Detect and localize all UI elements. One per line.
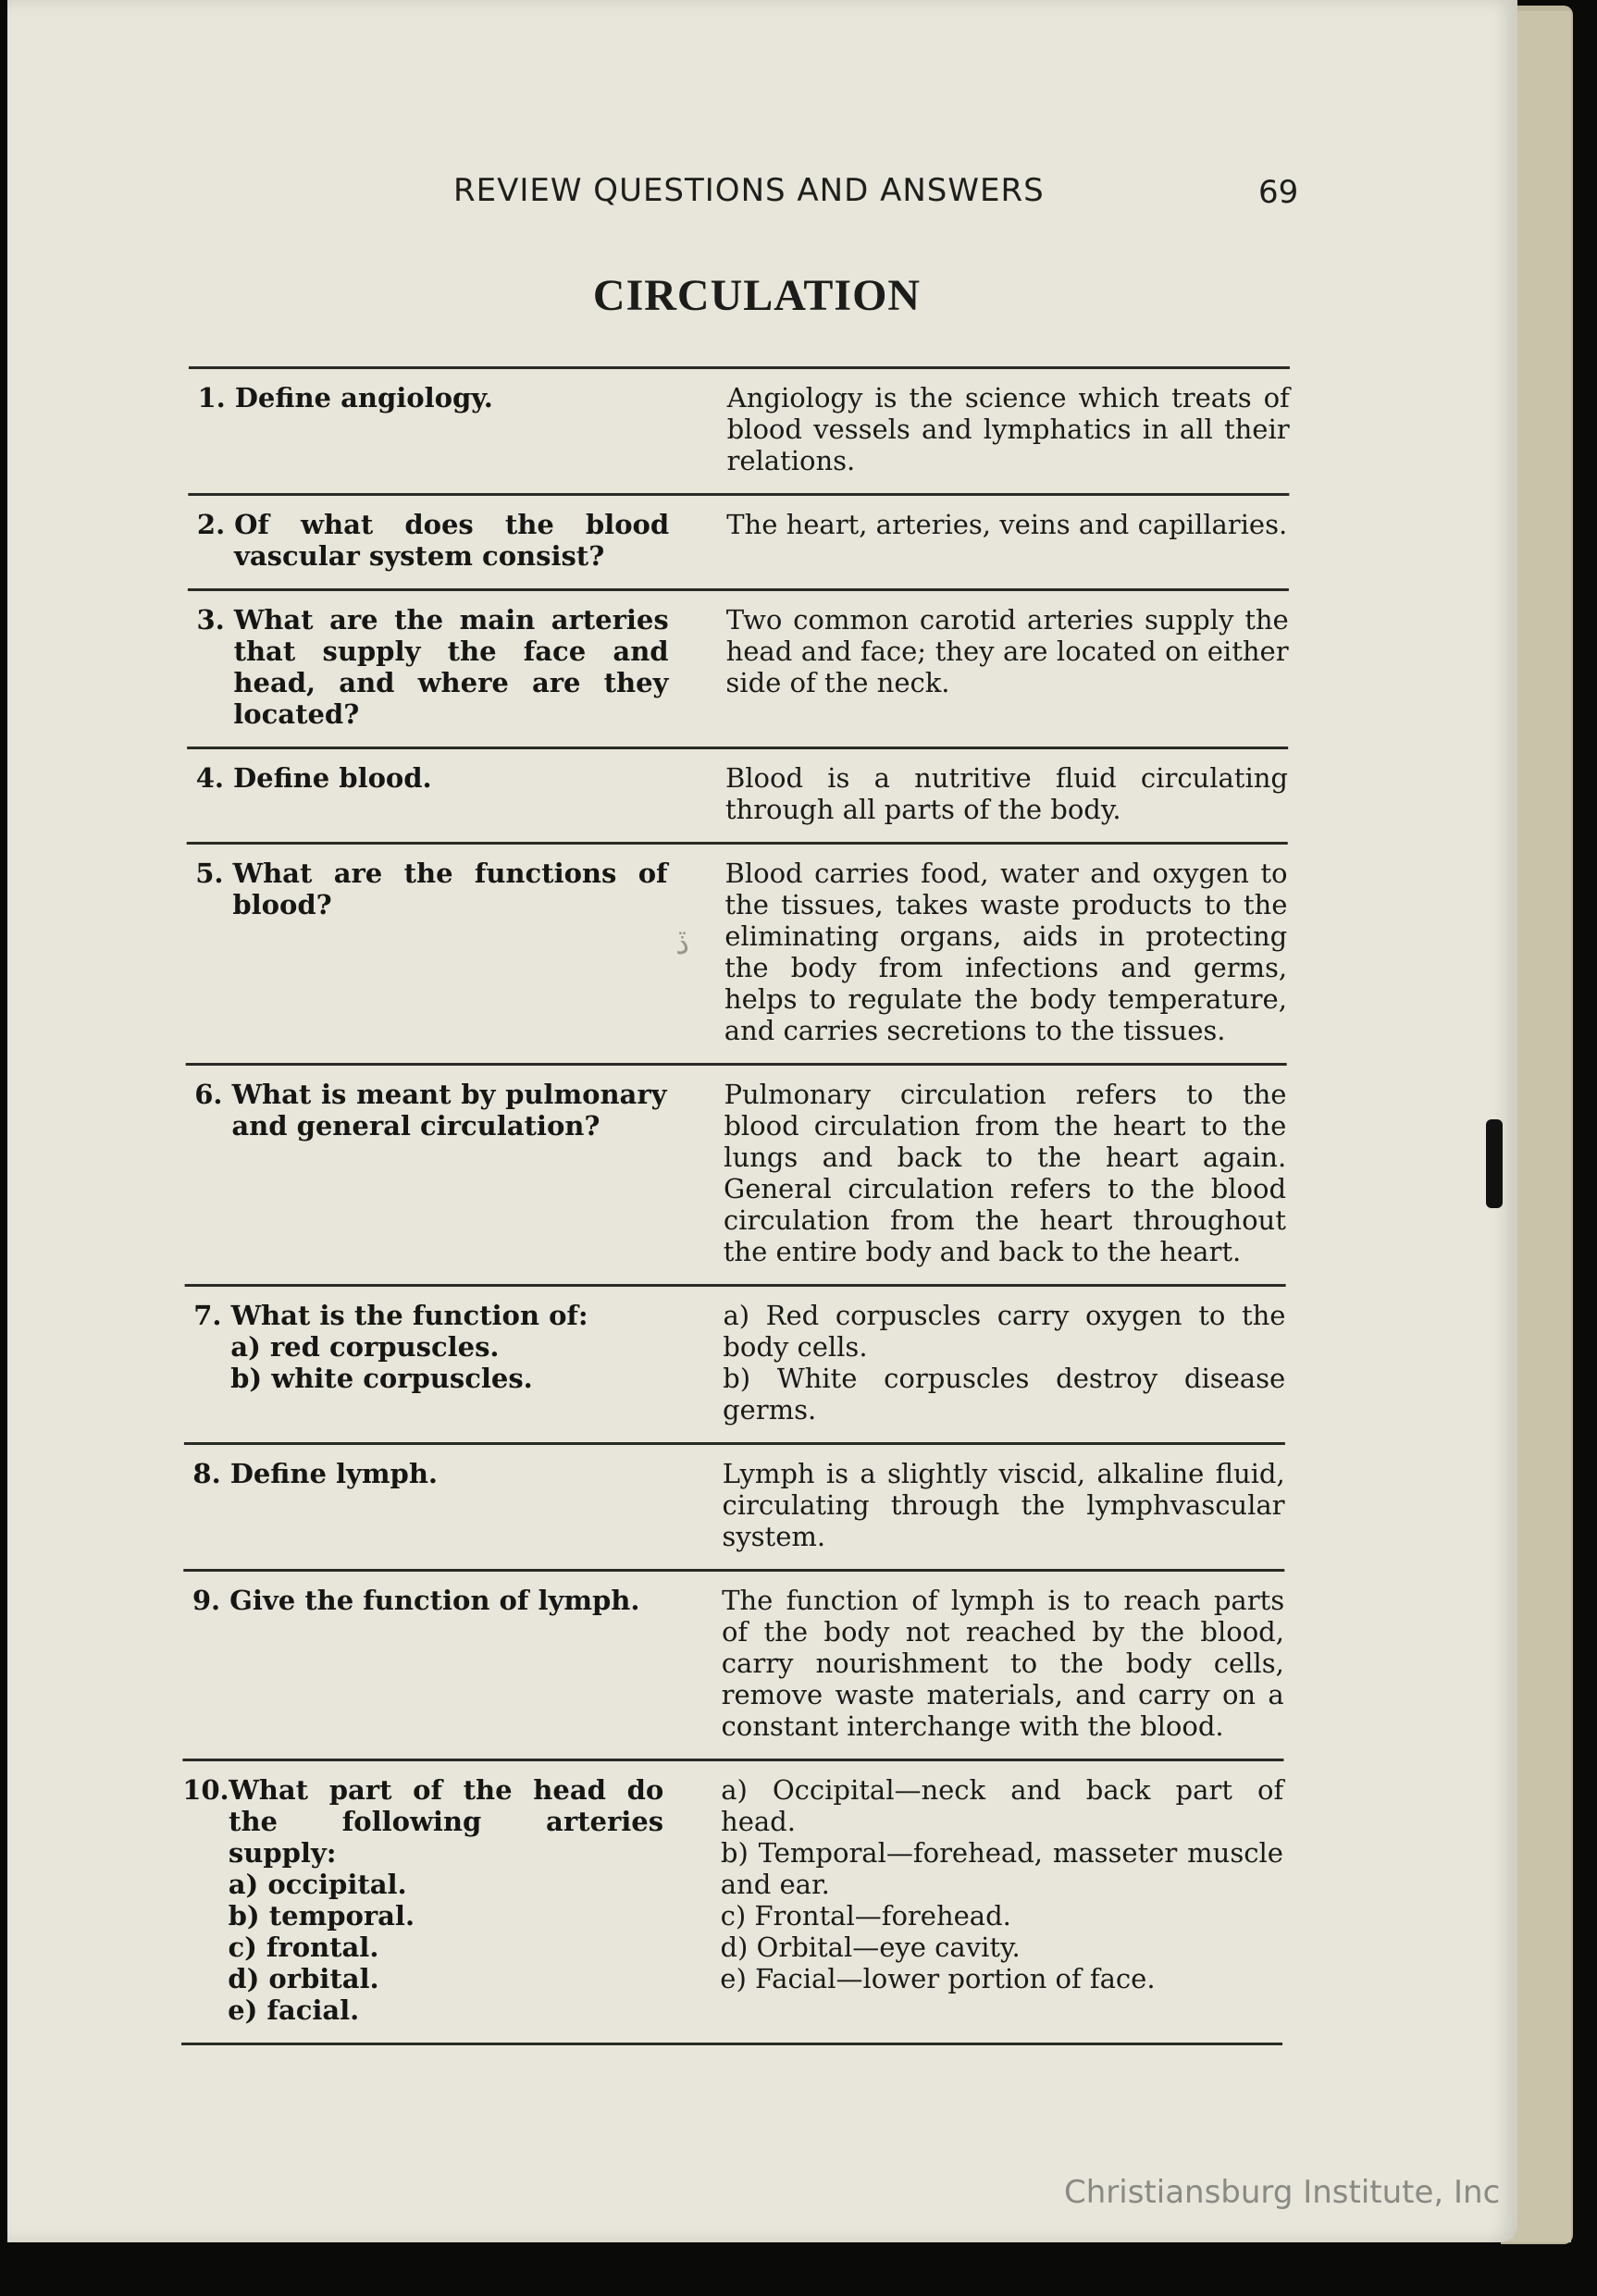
question-line: Define lymph. [229, 1458, 439, 1489]
answer-line: b) Temporal—forehead, masseter muscle and ear. [720, 1837, 1284, 1900]
question-text [233, 762, 668, 825]
answer-cell [702, 1300, 1286, 1426]
answer-line: Angiology is the science which treats of blood vessels and lymphatics in all their relations. [726, 382, 1290, 476]
question-text [232, 858, 668, 1046]
question-line: Define blood. [232, 762, 432, 794]
qa-row [188, 369, 1290, 496]
question-number: 3. [196, 604, 225, 636]
answer-cell [699, 1774, 1283, 2026]
qa-row [185, 1066, 1287, 1287]
question-subitem: c) frontal. [228, 1932, 379, 1963]
question-text [234, 382, 669, 476]
answer-cell [706, 509, 1289, 572]
question-subitem: b) white corpuscles. [230, 1363, 533, 1394]
answer-cell [705, 762, 1288, 825]
qa-row [182, 1572, 1284, 1761]
answer-cell [704, 858, 1288, 1046]
answer-line: Two common carotid arteries supply the head and face; they are located on either side of the neck. [725, 604, 1289, 698]
answer-cell [706, 382, 1289, 476]
question-cell [187, 604, 706, 730]
watermark: Christiansburg Institute, Inc [1064, 2174, 1501, 2211]
question-number: 5. [195, 858, 224, 889]
question-text [228, 1774, 663, 2026]
question-subitem: e) facial. [228, 1994, 360, 2026]
answer-line: The function of lymph is to reach parts of the body not reached by the blood, carry nourishment to the body cells, remove waste materials, and carry on a constant interchange with the blood. [721, 1585, 1285, 1742]
question-number: 7. [193, 1300, 222, 1331]
question-number: 10. [182, 1774, 229, 1806]
question-number: 4. [195, 762, 225, 794]
question-text [231, 1079, 667, 1267]
question-text [229, 1458, 664, 1552]
book-page [7, 0, 1517, 2242]
question-line: Of what does the blood vascular system consist? [233, 509, 670, 572]
answer-line: b) White corpuscles destroy disease germs. [722, 1363, 1286, 1426]
question-line: What are the main arteries that supply the face and head, and where are they located? [233, 604, 669, 730]
qa-row [184, 1287, 1286, 1445]
question-line: What part of the head do the following arteries supply: [228, 1774, 664, 1869]
section-title: CIRCULATION [592, 271, 922, 320]
question-text [234, 509, 669, 572]
question-cell [188, 382, 706, 476]
qa-row [183, 1445, 1285, 1572]
answer-line: The heart, arteries, veins and capillaries. [726, 509, 1288, 540]
pencil-mark: ڏ [675, 925, 690, 962]
question-subitem: a) red corpuscles. [230, 1331, 500, 1363]
question-cell [181, 1774, 700, 2026]
question-number: 8. [192, 1458, 221, 1489]
question-text [230, 1300, 666, 1426]
question-cell [185, 1079, 704, 1267]
page-number: 69 [1258, 174, 1299, 211]
question-subitem: b) temporal. [228, 1900, 415, 1932]
question-line: What is meant by pulmonary and general circulation? [231, 1079, 667, 1142]
qa-table [181, 366, 1290, 2045]
question-line: Define angiology. [234, 382, 493, 414]
answer-line: Blood is a nutritive fluid circulating through all parts of the body. [724, 762, 1289, 825]
question-cell [186, 858, 705, 1046]
answer-cell [703, 1079, 1287, 1267]
running-head: REVIEW QUESTIONS AND ANSWERS [453, 172, 1045, 209]
answer-line: a) Occipital—neck and back part of head. [721, 1774, 1284, 1837]
question-text [233, 604, 669, 730]
answer-line: Blood carries food, water and oxygen to the tissues, takes waste products to the eliminating organs, aids in protecting the body from infections and germs, helps to regulate the body temperature, and carries secretions to the tissues. [724, 858, 1288, 1046]
question-cell [183, 1458, 701, 1552]
answer-line: a) Red corpuscles carry oxygen to the body cells. [723, 1300, 1286, 1363]
answer-line: c) Frontal—forehead. [720, 1900, 1011, 1932]
question-cell [182, 1585, 701, 1742]
answer-line: Pulmonary circulation refers to the blood circulation from the heart to the lungs and back to the heart again. General circulation refers to the blood circulation from the heart throughout the entire body and back to the heart. [723, 1079, 1287, 1267]
qa-row [188, 496, 1289, 591]
question-line: Give the function of lymph. [229, 1585, 640, 1616]
question-text [229, 1585, 664, 1742]
question-number: 9. [192, 1585, 221, 1616]
question-cell [184, 1300, 703, 1426]
answer-cell [700, 1585, 1284, 1742]
question-number: 1. [197, 382, 226, 414]
question-subitem: a) occipital. [228, 1869, 407, 1900]
qa-row [187, 749, 1288, 845]
answer-line: Lymph is a slightly viscid, alkaline fluid, circulating through the lymphvascular system. [722, 1458, 1285, 1552]
answer-cell [701, 1458, 1284, 1552]
question-line: What is the function of: [230, 1300, 588, 1331]
answer-cell [705, 604, 1289, 730]
question-number: 2. [196, 509, 226, 540]
question-cell [188, 509, 706, 572]
question-subitem: d) orbital. [228, 1963, 379, 1994]
question-number: 6. [194, 1079, 223, 1110]
qa-row [186, 845, 1288, 1066]
ink-blot [1486, 1119, 1503, 1208]
qa-row [181, 1761, 1283, 2045]
question-line: What are the functions of blood? [232, 858, 668, 920]
answer-line: d) Orbital—eye cavity. [720, 1932, 1021, 1963]
answer-line: e) Facial—lower portion of face. [720, 1963, 1156, 1994]
question-cell [187, 762, 705, 825]
qa-row [187, 591, 1289, 749]
